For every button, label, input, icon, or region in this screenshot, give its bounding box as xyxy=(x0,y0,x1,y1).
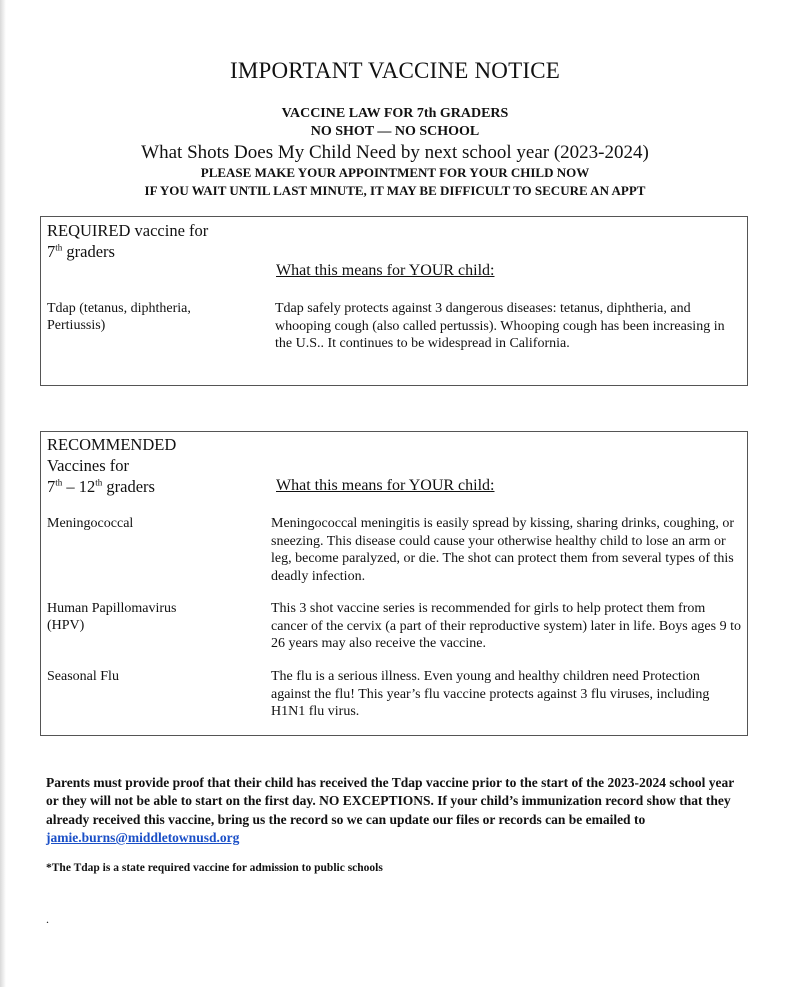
recommended-means-heading xyxy=(276,477,494,495)
shots-question-line: What Shots Does My Child Need by next school year (2023-2024) xyxy=(141,142,649,163)
stray-mark: . xyxy=(46,912,49,926)
required-heading xyxy=(47,220,208,262)
recommended-heading-line3 xyxy=(47,476,176,497)
contact-email-link[interactable]: jamie.burns@middletownusd.org xyxy=(46,829,240,845)
proof-requirement-text: Parents must provide proof that their child has received the Tdap vaccine prior to the start of the 2023-2024 school year or they will not be able to start on the first day. NO EXCEPTIONS. If your child’s immunization record show that they already received this vaccine, bring us the record so we can update our files or records can be emailed to xyxy=(46,775,734,827)
grade-start-suffix: th xyxy=(55,477,63,488)
required-means-heading xyxy=(276,262,494,280)
grade-start-number: 7 xyxy=(47,477,56,496)
grade-number: 7 xyxy=(47,242,56,261)
grade-end-suffix: th xyxy=(95,477,103,488)
vaccine-desc-tdap: Tdap safely protects against 3 dangerous diseases: tetanus, diphtheria, and whooping cough (also called pertussis). Whooping cough has been increasing in the U.S.. It continues to be widespread in California. xyxy=(275,301,725,351)
vaccine-desc-seasonal-flu: The flu is a serious illness. Even young and healthy children need Protection against the flu! This year’s flu vaccine protects against 3 flu viruses, including H1N1 flu virus. xyxy=(271,669,710,719)
grade-label: graders xyxy=(102,477,155,496)
tdap-footnote: *The Tdap is a state required vaccine for admission to public schools xyxy=(46,862,383,874)
vaccine-desc-meningococcal: Meningococcal meningitis is easily spread by kissing, sharing drinks, coughing, or sneezing. This disease could cause your otherwise healthy child to lose an arm or leg, become paralyzed, or die. The shot can protect them from several types of this deadly infection. xyxy=(271,516,735,584)
no-shot-no-school-line: NO SHOT — NO SCHOOL xyxy=(310,124,480,139)
vaccine-name-meningococcal: Meningococcal xyxy=(47,516,134,531)
recommended-vaccines-box xyxy=(40,431,748,736)
vaccine-name-seasonal-flu: Seasonal Flu xyxy=(47,669,119,684)
required-heading-line2 xyxy=(47,241,208,262)
means-heading-text: What this means for YOUR child xyxy=(276,477,491,494)
grade-label: graders xyxy=(62,242,115,261)
required-vaccine-box xyxy=(40,216,748,386)
appointment-notice: PLEASE MAKE YOUR APPOINTMENT FOR YOUR CHILD NOW xyxy=(200,165,590,180)
means-heading-colon: : xyxy=(490,262,495,279)
proof-requirement-paragraph xyxy=(46,774,746,847)
means-heading-text: What this means for YOUR child xyxy=(276,262,491,279)
grade-end-number: – 12 xyxy=(62,477,96,496)
page-title: IMPORTANT VACCINE NOTICE xyxy=(230,58,560,83)
recommended-heading-line1: RECOMMENDED xyxy=(47,435,177,454)
grade-suffix: th xyxy=(55,242,63,253)
recommended-heading-line2: Vaccines for xyxy=(47,456,130,475)
required-heading-line1: REQUIRED vaccine for xyxy=(47,221,209,240)
vaccine-name-tdap: Tdap (tetanus, diphtheria, Pertiussis) xyxy=(47,301,191,333)
vaccine-desc-hpv: This 3 shot vaccine series is recommended for girls to help protect them from cancer of the cervix (a part of their reproductive system) later in life. Boys ages 9 to 26 years may also receive the vaccine. xyxy=(271,601,741,651)
vaccine-name-hpv: Human Papillomavirus (HPV) xyxy=(47,601,177,633)
wait-warning: IF YOU WAIT UNTIL LAST MINUTE, IT MAY BE DIFFICULT TO SECURE AN APPT xyxy=(144,183,646,198)
recommended-heading xyxy=(47,434,176,497)
means-heading-colon: : xyxy=(490,477,495,494)
vaccine-law-subtitle: VACCINE LAW FOR 7th GRADERS xyxy=(281,106,509,121)
